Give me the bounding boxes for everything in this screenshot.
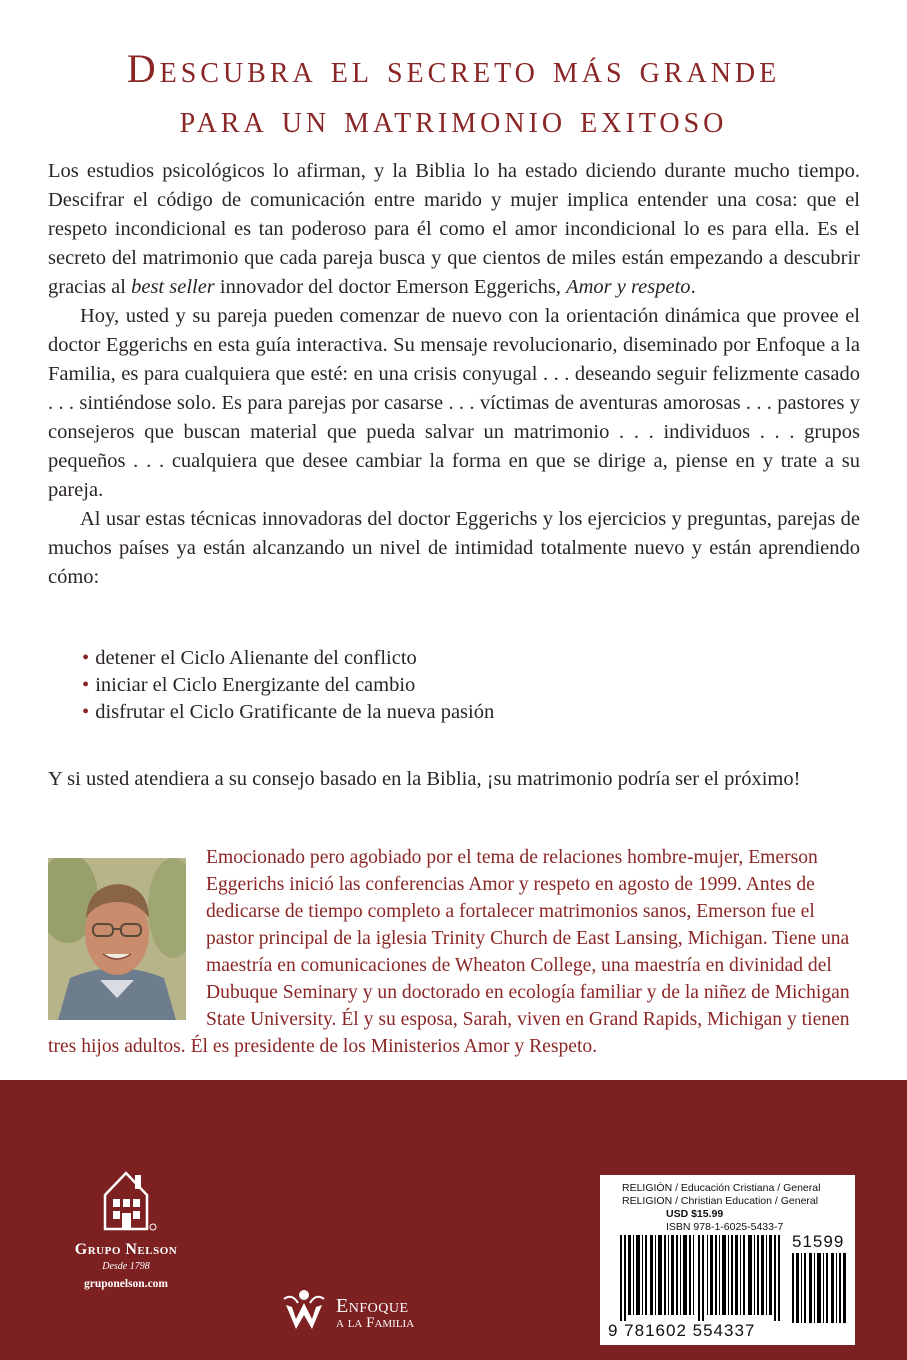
list-item-text: detener el Ciclo Alienante del conflicto — [95, 647, 417, 669]
italic-book-title: Amor y respeto — [566, 276, 691, 298]
barcode-digits: 9 781602 554337 — [608, 1321, 756, 1340]
italic-best-seller: best seller — [131, 276, 215, 298]
paragraph-1 — [48, 157, 860, 302]
category-spanish: RELIGIÓN / Educación Cristiana / General — [622, 1182, 821, 1194]
barcode-box — [600, 1175, 855, 1345]
list-item — [82, 645, 782, 672]
bullet-list — [82, 645, 782, 726]
list-item — [82, 672, 782, 699]
publisher-name: Grupo Nelson — [74, 1241, 178, 1258]
list-item-text: disfrutar el Ciclo Gratificante de la nueva pasión — [95, 701, 495, 723]
price-code: 51599 — [792, 1232, 845, 1251]
paragraph-2: Hoy, usted y su pareja pueden comenzar de nuevo con la orientación dinámica que provee el doctor Eggerichs en esta guía interactiva. Su mensaje revolucionario, diseminado por Enfoque a la Familia, es para cualquiera que esté: en una crisis conyugal . . . deseando seguir felizmente casado . . . sintiéndose solo. Es para parejas por casarse . . . víctimas de aventuras amorosas . . . pastores y consejeros que buscan material que pueda salvar un matrimonio . . . individuos . . . grupos pequeños . . . cualquiera que desee cambiar la forma en que se dirige a, piense en y trate a su pareja. — [48, 305, 860, 501]
isbn: ISBN 978-1-6025-5433-7 — [666, 1221, 784, 1233]
author-bio — [48, 844, 860, 1060]
publisher-since: Desde 1798 — [102, 1261, 150, 1272]
publisher-house-icon — [91, 1165, 161, 1235]
headline-line-2: para un matrimonio exitoso — [179, 96, 728, 141]
price-barcode-bars — [792, 1253, 848, 1323]
paragraph-1-text-middle: innovador del doctor Emerson Eggerichs, — [214, 276, 567, 298]
paragraph-3: Al usar estas técnicas innovadoras del doctor Eggerichs y los ejercicios y preguntas, parejas de muchos países ya están alcanzando un nivel de intimidad totalmente nuevo y están aprendiendo cómo: — [48, 508, 860, 588]
headline — [0, 44, 907, 144]
publisher-logo — [56, 1165, 196, 1290]
family-figure-icon — [282, 1285, 334, 1335]
description — [48, 157, 860, 592]
bullet-icon: • — [82, 647, 90, 669]
price: USD $15.99 — [666, 1208, 724, 1220]
category-english: RELIGION / Christian Education / General — [622, 1195, 819, 1207]
list-item-text: iniciar el Ciclo Energizante del cambio — [95, 674, 416, 696]
closing-text: Y si usted atendiera a su consejo basado en la Biblia, ¡su matrimonio podría ser el próximo! — [48, 767, 801, 790]
paragraph-1-end: . — [690, 276, 696, 298]
partner-logo-line-2: a la Familia — [336, 1315, 415, 1331]
headline-line-1: Descubra el secreto más grande — [126, 46, 781, 91]
partner-logo-line-1: Enfoque — [336, 1295, 409, 1317]
barcode-bars — [620, 1235, 786, 1321]
author-bio-text: Emocionado pero agobiado por el tema de relaciones hombre-mujer, Emerson Eggerichs inició las conferencias Amor y respeto en agosto de 1999. Antes de dedicarse de tiempo completo a fortalecer matrimonios sanos, Emerson fue el pastor principal de la iglesia Trinity Church de East Lansing, Michigan. Tiene una maestría en comunicaciones de Wheaton College, una maestría en divinidad del Dubuque Seminary y un doctorado en ecología familiar y de la niñez de Michigan State University. Él y su esposa, Sarah, viven en Grand Rapids, Michigan y tienen tres hijos adultos. Él es presidente de los Ministerios Amor y Respeto. — [48, 847, 850, 1057]
bullet-icon: • — [82, 674, 90, 696]
bullet-icon: • — [82, 701, 90, 723]
paragraph-1-text: Los estudios psicológicos lo afirman, y la Biblia lo ha estado diciendo durante mucho tiempo. Descifrar el código de comunicación entre marido y mujer implica entender una cosa: que el respeto incondicional es tan poderoso para él como el amor incondicional lo es para ella. Es el secreto del matrimonio que cada pareja busca y que cientos de miles están empezando a descubrir gracias al — [48, 160, 860, 298]
publisher-website: gruponelson.com — [83, 1278, 169, 1290]
list-item — [82, 699, 782, 726]
partner-logo — [282, 1285, 482, 1335]
